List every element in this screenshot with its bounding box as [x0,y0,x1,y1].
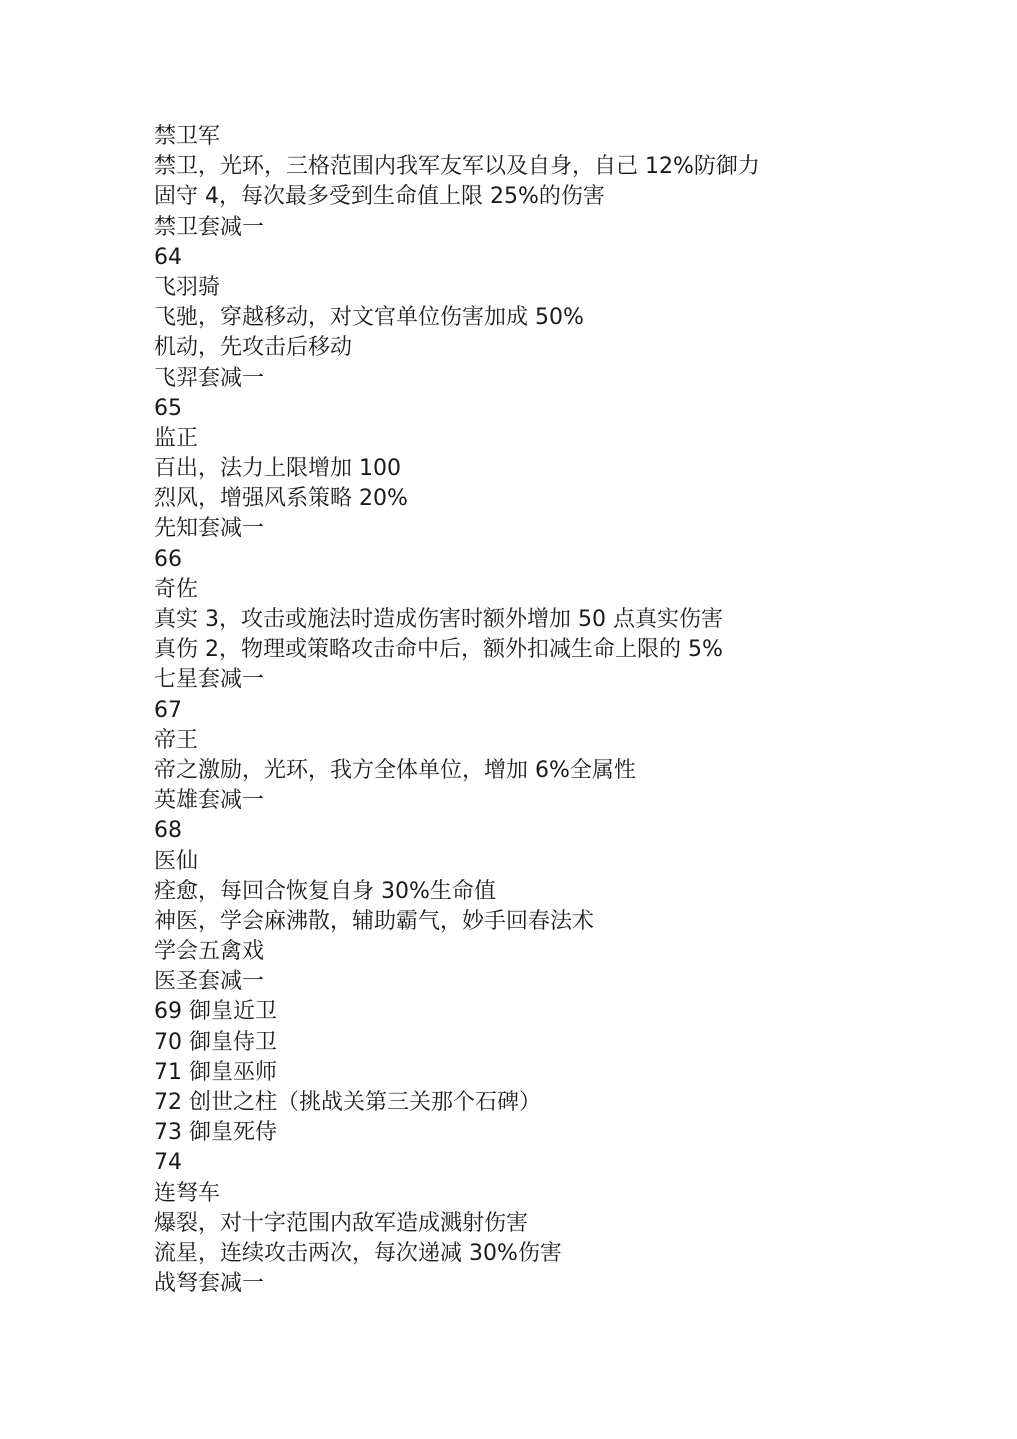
text-line: 连弩车 [154,1180,221,1206]
text-line: 学会五禽戏 [154,939,265,965]
text-line: 先知套减一 [154,516,265,542]
text-line: 68 [154,818,182,844]
text-line: 飞羿套减一 [154,365,265,391]
text-line: 飞羽骑 [154,274,221,300]
text-line: 70 御皇侍卫 [154,1029,277,1055]
text-line: 医仙 [154,848,199,874]
text-line: 71 御皇巫师 [154,1059,277,1085]
text-line: 神医，学会麻沸散，辅助霸气，妙手回春法术 [154,908,595,934]
text-line: 帝之激励，光环，我方全体单位，增加 6%全属性 [154,757,636,783]
text-line: 战弩套减一 [154,1271,265,1297]
text-line: 69 御皇近卫 [154,999,277,1025]
text-line: 飞驰，穿越移动，对文官单位伤害加成 50% [154,305,584,331]
text-line: 医圣套减一 [154,969,265,995]
text-line: 禁卫，光环，三格范围内我军友军以及自身，自己 12%防御力 [154,154,760,180]
document-body [154,122,974,1299]
text-line: 真伤 2，物理或策略攻击命中后，额外扣减生命上限的 5% [154,637,723,663]
text-line: 监正 [154,425,199,451]
text-line: 英雄套减一 [154,788,265,814]
text-line: 66 [154,546,182,572]
text-line: 机动，先攻击后移动 [154,335,353,361]
text-line: 帝王 [154,727,199,753]
text-line: 固守 4，每次最多受到生命值上限 25%的伤害 [154,184,605,210]
text-line: 74 [154,1150,182,1176]
text-line: 奇佐 [154,576,199,602]
text-line: 65 [154,395,182,421]
text-line: 67 [154,697,182,723]
text-line: 流星，连续攻击两次，每次递减 30%伤害 [154,1240,562,1266]
text-line: 禁卫套减一 [154,214,265,240]
text-line: 爆裂，对十字范围内敌军造成溅射伤害 [154,1210,529,1236]
text-line: 百出，法力上限增加 100 [154,456,401,482]
text-line: 痊愈，每回合恢复自身 30%生命值 [154,878,496,904]
text-line: 真实 3，攻击或施法时造成伤害时额外增加 50 点真实伤害 [154,607,723,632]
text-line: 72 创世之柱（挑战关第三关那个石碑） [154,1090,541,1115]
text-line: 64 [154,244,182,270]
text-line: 73 御皇死侍 [154,1120,277,1146]
text-line: 禁卫军 [154,124,221,149]
text-line: 七星套减一 [154,667,265,693]
text-line: 烈风，增强风系策略 20% [154,486,408,512]
